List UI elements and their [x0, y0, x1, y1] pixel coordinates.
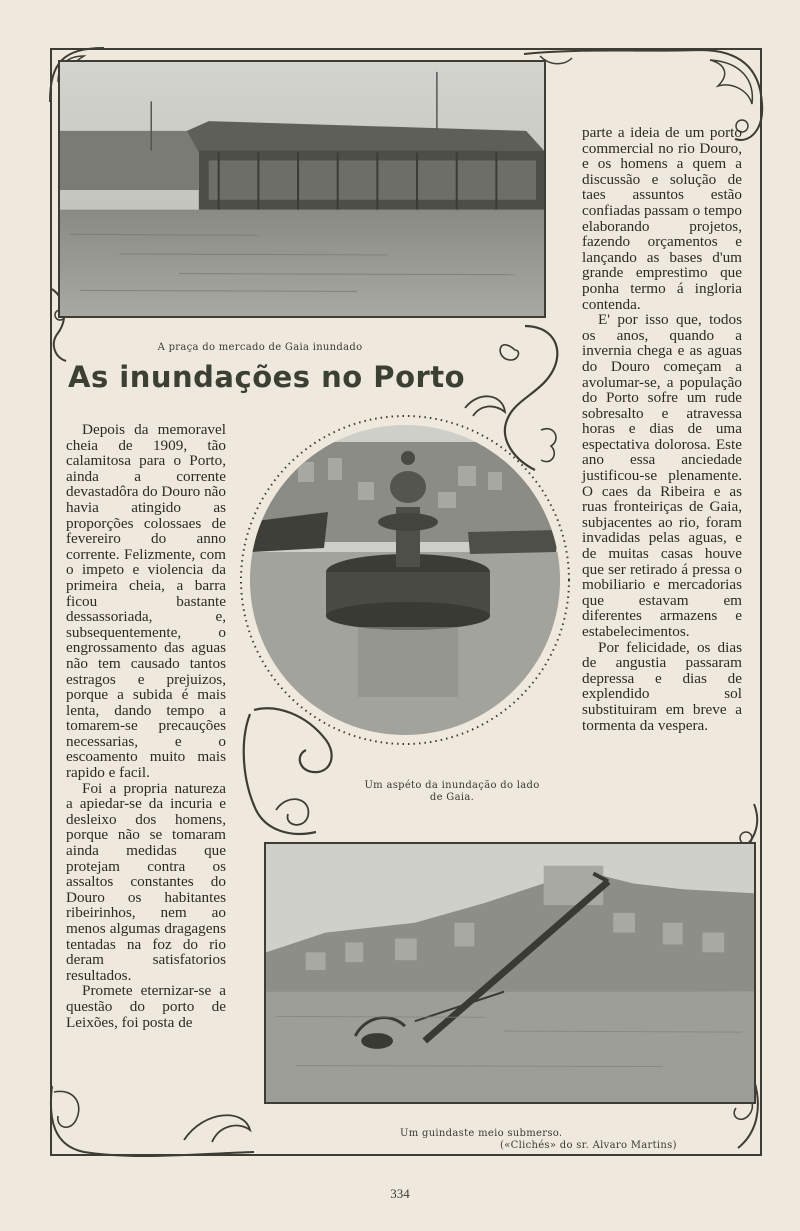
- left-paragraph-3: Promete eternizar-se a questão do porto de Leixões, foi posta de: [66, 982, 226, 1031]
- fountain-caption-line-1: Um aspéto da inundação do lado: [364, 780, 540, 791]
- crane-photo-caption: [360, 1128, 700, 1152]
- market-photo-caption: A praça do mercado de Gaia inundado: [157, 342, 363, 353]
- left-paragraph-1: Depois da memoravel cheia de 1909, tão calamitosa para o Porto, ainda a corrente devastadôra do Douro não havia atingido as proporções colossaes de fevereiro do anno corrente. Felizmente, com o impeto e violencia da primeira cheia, a barra ficou bastante dessassoriada, e, subsequentemente, o engrossamento das aguas não tem causado tantos estragos e prejuizos, porque a subida é mais lenta, dando tempo a tomarem-se precauções necessarias, e o escoamento muito mais rapido e facil.: [66, 421, 226, 782]
- left-text-column: [66, 422, 226, 1030]
- article-title: As inundações no Porto: [68, 360, 466, 394]
- right-text-column: [582, 125, 742, 733]
- right-paragraph-3: Por felicidade, os dias de angustia passaram depressa e dias de explendido sol substituiram em breve a tormenta da vespera.: [582, 638, 742, 734]
- right-paragraph-1: parte a ideia de um porto commercial no rio Douro, e os homens a quem a discussão e solução de taes assuntos estão confiadas passam o tempo elaborando projetos, fazendo orçamentos e lançando as bases d'um grande emprestimo que ponha termo á ingloria contenda.: [582, 124, 742, 313]
- left-paragraph-2: Foi a propria natureza a apiedar-se da incuria e desleixo dos homens, porque não se tomaram ainda medidas que protejam contra os assaltos constantes do Douro os habitantes ribeirinhos, nem ao menos algumas dragagens tentadas na foz do rio deram satisfatorios resultados.: [66, 779, 226, 984]
- page-number: 334: [390, 1186, 410, 1201]
- market-flood-photo: [58, 60, 546, 318]
- crane-photo: [264, 842, 756, 1104]
- crane-caption-credit: («Clichés» do sr. Alvaro Martins): [500, 1140, 677, 1151]
- ornament-bottom-left: [44, 1080, 264, 1160]
- fountain-caption-line-2: de Gaia.: [429, 792, 475, 803]
- right-paragraph-2: E' por isso que, todos os anos, quando a invernia chega e as aguas do Douro começam a avolumar-se, a população do Porto sofre um rude sobresalto e atravessa horas e dias de uma espectativa dolorosa. Este ano essa anciedade justificou-se plenamente. O caes da Ribeira e as ruas fronteiriças de Gaia, subjacentes ao rio, foram invadidas pelas aguas, e de muitas casas houve que ser retirado á pressa o mobiliario e mercadorias que estavam em diferentes armazens e estabelecimentos.: [582, 311, 742, 640]
- fountain-photo-caption: [352, 780, 552, 804]
- fountain-photo: [238, 412, 572, 748]
- crane-caption-line-1: Um guindaste meio submerso.: [400, 1128, 563, 1139]
